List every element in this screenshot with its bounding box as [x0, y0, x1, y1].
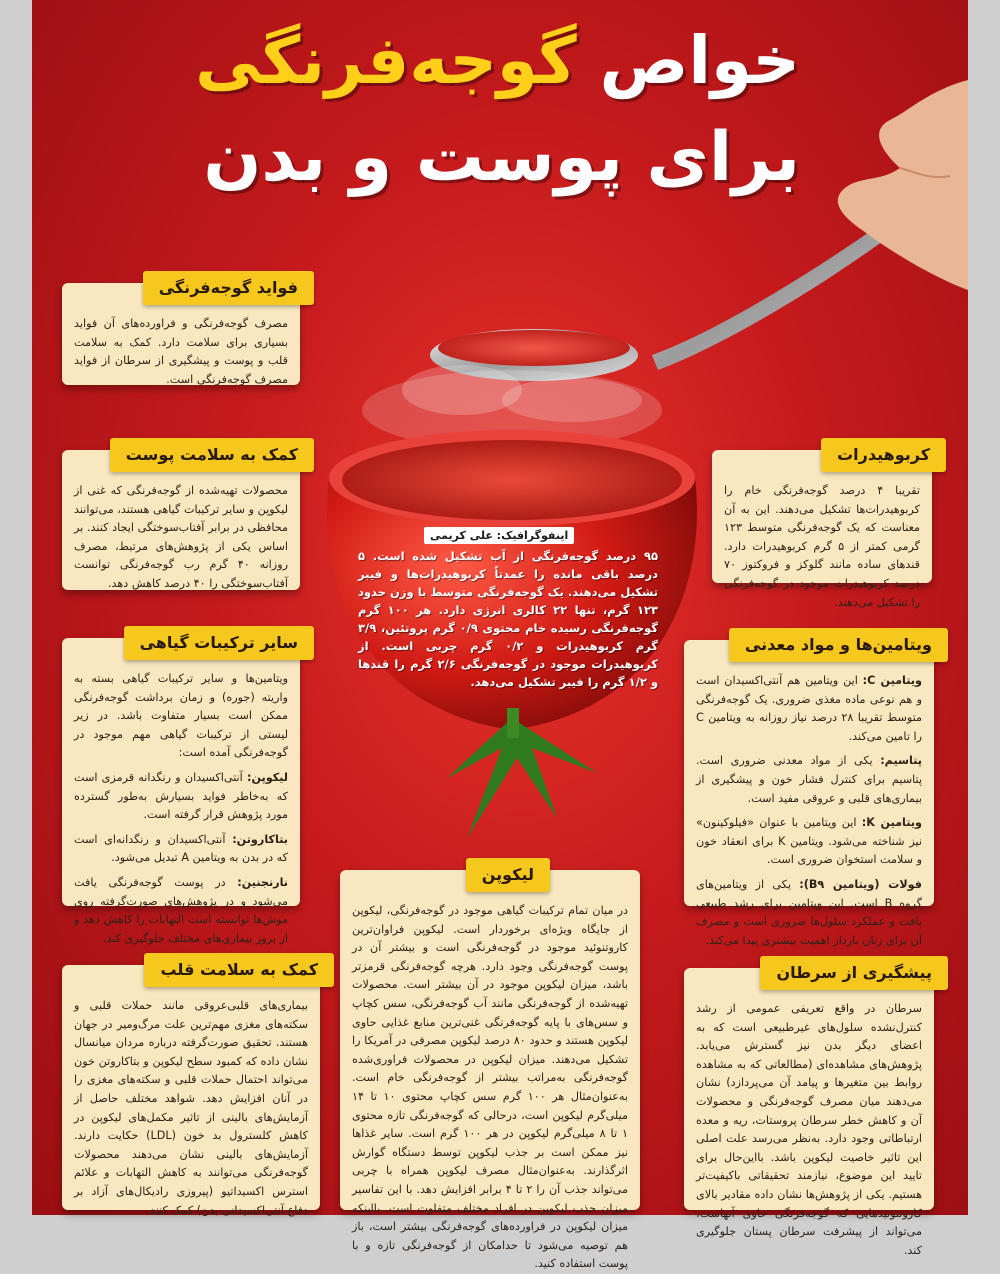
- tomato-summary-text: ۹۵ درصد گوجه‌فرنگی از آب تشکیل شده است. ۵ درصد باقی مانده را عمدتاً کربوهیدرات‌ها و فیبر تشکیل می‌دهند. یک گوجه‌فرنگی متوسط با وزن حدود ۱۲۳ گرم، تنها ۲۲ کالری انرژی دارد. هر ۱۰۰ گرم گوجه‌فرنگی رسیده خام محتوی ۰/۹ گرم پروتئین، ۳/۹ گرم کربوهیدرات و ۰/۲ گرم چربی است. از کربوهیدرات موجود در گوجه‌فرنگی ۲/۶ گرم را قندها و ۱/۲ گرم را فیبر تشکیل می‌دهد.: [358, 549, 658, 689]
- carbohydrate-text: تقریبا ۴ درصد گوجه‌فرنگی خام را کربوهیدرات‌ها تشکیل می‌دهند. این به آن معناست که یک گوجه‌فرنگی متوسط ۱۲۳ گرمی کمتر از ۵ گرم کربوهیدرات دارد. قندهای ساده مانند گلوکز و فروکتوز ۷۰ درصد کربوهیدرات موجود در گوجه‌فرنگی را تشکیل می‌دهند.: [724, 484, 921, 609]
- cancer-prevention-box: [684, 963, 934, 1257]
- vitamins-text: ویتامین C: این ویتامین هم آنتی‌اکسیدان است و هم نوعی ماده مغذی ضروری. یک گوجه‌فرنگی متوسط تقریبا ۲۸ درصد نیاز روزانه به ویتامین C را تامین می‌کند. پتاسیم: یکی از مواد معدنی ضروری است. پتاسیم برای کنترل فشار خون و پیشگیری از بیماری‌های قلبی و عروقی مفید است. ویتامین K: این ویتامین با عنوان «فیلوکینون» نیز شناخته می‌شود. ویتامین K برای انعقاد خون و سلامت استخوان ضروری است. فولات (ویتامین B۹): یکی از ویتامین‌های گروه B است. این ویتامین برای رشد طبیعی بافت و عملکرد سلول‌ها ضروری است و مصرف آن برای زنان باردار اهمیت بیشتری پیدا می‌کند.: [696, 674, 922, 947]
- credit-label: اینفوگرافیک: علی کریمی: [424, 527, 574, 544]
- lycopene-title: لیکوپن: [466, 858, 550, 892]
- skin-title: کمک به سلامت پوست: [110, 438, 314, 472]
- lycopene-text: در میان تمام ترکیبات گیاهی موجود در گوجه‌فرنگی، لیکوپن از جایگاه ویژه‌ای برخوردار است. لیکوپن فراوان‌ترین کاروتنوئید موجود در گوجه‌فرنگی است و بیشتر آن در پوست گوجه‌فرنگی وجود دارد. هرچه گوجه‌فرنگی قرمزتر باشد، میزان لیکوپن موجود در آن بیشتر است. محصولات تهیه‌شده از گوجه‌فرنگی مانند آب گوجه‌فرنگی، سس کچاپ و سس‌های با پایه گوجه‌فرنگی غنی‌ترین منابع غذایی حاوی لیکوپن هستند و حدود ۸۰ درصد لیکوپن مصرفی در آمریکا را تشکیل می‌دهند. میزان لیکوپن در محصولات فراوری‌شده گوجه‌فرنگی به‌مراتب بیشتر از گوجه‌فرنگی خام است. به‌عنوان‌مثال هر ۱۰۰ گرم سس کچاپ محتوی ۱۰ تا ۱۴ میلی‌گرم لیکوپن است، درحالی که گوجه‌فرنگی تازه محتوی ۱ تا ۸ میلی‌گرم لیکوپن در هر ۱۰۰ گرم است. سایر غذاها نیز ممکن است بر جذب لیکوپن توسط دستگاه گوارش اثرگذارند. به‌عنوان‌مثال مصرف لیکوپن همراه با چربی می‌تواند جذب آن را ۲ تا ۴ برابر افزایش دهد. با این تفاسیر میزان جذب لیکوپن در افراد مختلف متفاوت است. بااینکه میزان لیکوپن در فراورده‌های گوجه‌فرنگی بیشتر است، باز هم توصیه می‌شود تا حدامکان از گوجه‌فرنگی تازه و با پوست استفاده کنید.: [352, 904, 629, 1271]
- vitamins-box: [684, 635, 934, 947]
- title-word-tomato: گوجه‌فرنگی: [195, 22, 577, 99]
- plant-compounds-box: [62, 633, 300, 945]
- cancer-prevention-title: پیشگیری از سرطان: [760, 956, 948, 990]
- title-line-2: برای پوست و بدن: [203, 118, 800, 197]
- heart-box: [62, 960, 320, 1217]
- plant-compounds-text: ویتامین‌ها و سایر ترکیبات گیاهی بسته به واریته (جوره) و زمان برداشت گوجه‌فرنگی ممکن است بسیار متفاوت باشد. در زیر لیستی از ترکیبات گیاهی مهم موجود در گوجه‌فرنگی آمده است: لیکوپن: آنتی‌اکسیدان و رنگدانه قرمزی است که به‌خاطر فواید بسیارش به‌طور گسترده مورد پژوهش قرار گرفته است. بتاکاروتن: آنتی‌اکسیدان و رنگدانه‌ای است که در بدن به ویتامین A تبدیل می‌شود. نارنجنین: در پوست گوجه‌فرنگی یافت می‌شود و در پژوهش‌های صورت‌گرفته روی موش‌ها توانسته است التهابات را کاهش دهد و از بروز بیماری‌های مختلف جلوگیری کند.: [74, 672, 288, 945]
- cancer-prevention-text: سرطان در واقع تعریفی عمومی از رشد کنترل‌نشده سلول‌های غیرطبیعی است که به اعضای دیگر بدن نیز گسترش می‌یابد. پژوهش‌های مشاهده‌ای (مطالعاتی که به مشاهده روابط بین متغیرها و پیامد آن می‌پردازد) نشان می‌دهند میان مصرف گوجه‌فرنگی و محصولات آن و کاهش خطر سرطان پروستات، ریه و معده ارتباطاتی وجود دارد. به‌نظر می‌رسد علت اصلی این تاثیر خاصیت لیکوپن باشد. بااین‌حال برای تایید این موضوع، نیازمند تحقیقاتی باکیفیت‌تر هستیم. یکی از پژوهش‌ها نشان داده مقادیر بالای کاروتنوئیدهایی که گوجه‌فرنگی حاوی آنهاست، می‌تواند از پیشرفت سرطان پستان جلوگیری کند.: [696, 1002, 922, 1257]
- title-line-1: [195, 22, 800, 99]
- infographic-poster: [32, 0, 968, 1271]
- title-word-properties: خواص: [599, 22, 800, 99]
- lycopene-box: [340, 865, 640, 1271]
- benefits-text: مصرف گوجه‌فرنگی و فراورده‌های آن فواید بسیاری برای سلامت دارد. کمک به سلامت قلب و پوست و پیشگیری از سرطان از فواید مصرف گوجه‌فرنگی است.: [74, 317, 288, 386]
- plant-compounds-title: سایر ترکیبات گیاهی: [124, 626, 314, 660]
- heart-text: بیماری‌های قلبی‌عروقی مانند حملات قلبی و سکته‌های مغزی مهم‌ترین علت مرگ‌ومیر در جهان هستند. تحقیق صورت‌گرفته درباره مردان میانسال نشان داده که کمبود سطح لیکوپن و بتاکاروتن خون می‌تواند احتمال حملات قلبی و سکته‌های مغزی را در آنان افزایش دهد. شواهد مختلف حاصل از آزمایش‌های بالینی از تاثیر مکمل‌های لیکوپن در کاهش کلسترول بد خون (LDL) حکایت دارند. آزمایش‌های بالینی نشان می‌دهند محصولات گوجه‌فرنگی می‌توانند به کاهش التهابات و علائم استرس اکسیداتیو (پیروزی رادیکال‌های آزاد بر دفاع آنتی‌اکسیدانی بدن) کمک کنند.: [74, 999, 308, 1217]
- vitamins-title: ویتامین‌ها و مواد معدنی: [729, 628, 948, 662]
- hand-icon: [800, 80, 968, 290]
- skin-text: محصولات تهیه‌شده از گوجه‌فرنگی که غنی از لیکوپن و سایر ترکیبات گیاهی هستند، می‌توانند محافظی در برابر آفتاب‌سوختگی ایجاد کنند. بر اساس یکی از پژوهش‌های مرتبط، مصرف روزانه ۴۰ گرم رب گوجه‌فرنگی توانست آفتاب‌سوختگی را ۴۰ درصد کاهش دهد.: [74, 484, 288, 590]
- carbohydrate-title: کربوهیدرات: [821, 438, 946, 472]
- carbohydrate-box: [712, 445, 932, 609]
- heart-title: کمک به سلامت قلب: [144, 953, 334, 987]
- benefits-box: [62, 278, 300, 386]
- skin-box: [62, 445, 300, 590]
- benefits-title: فواید گوجه‌فرنگی: [143, 271, 314, 305]
